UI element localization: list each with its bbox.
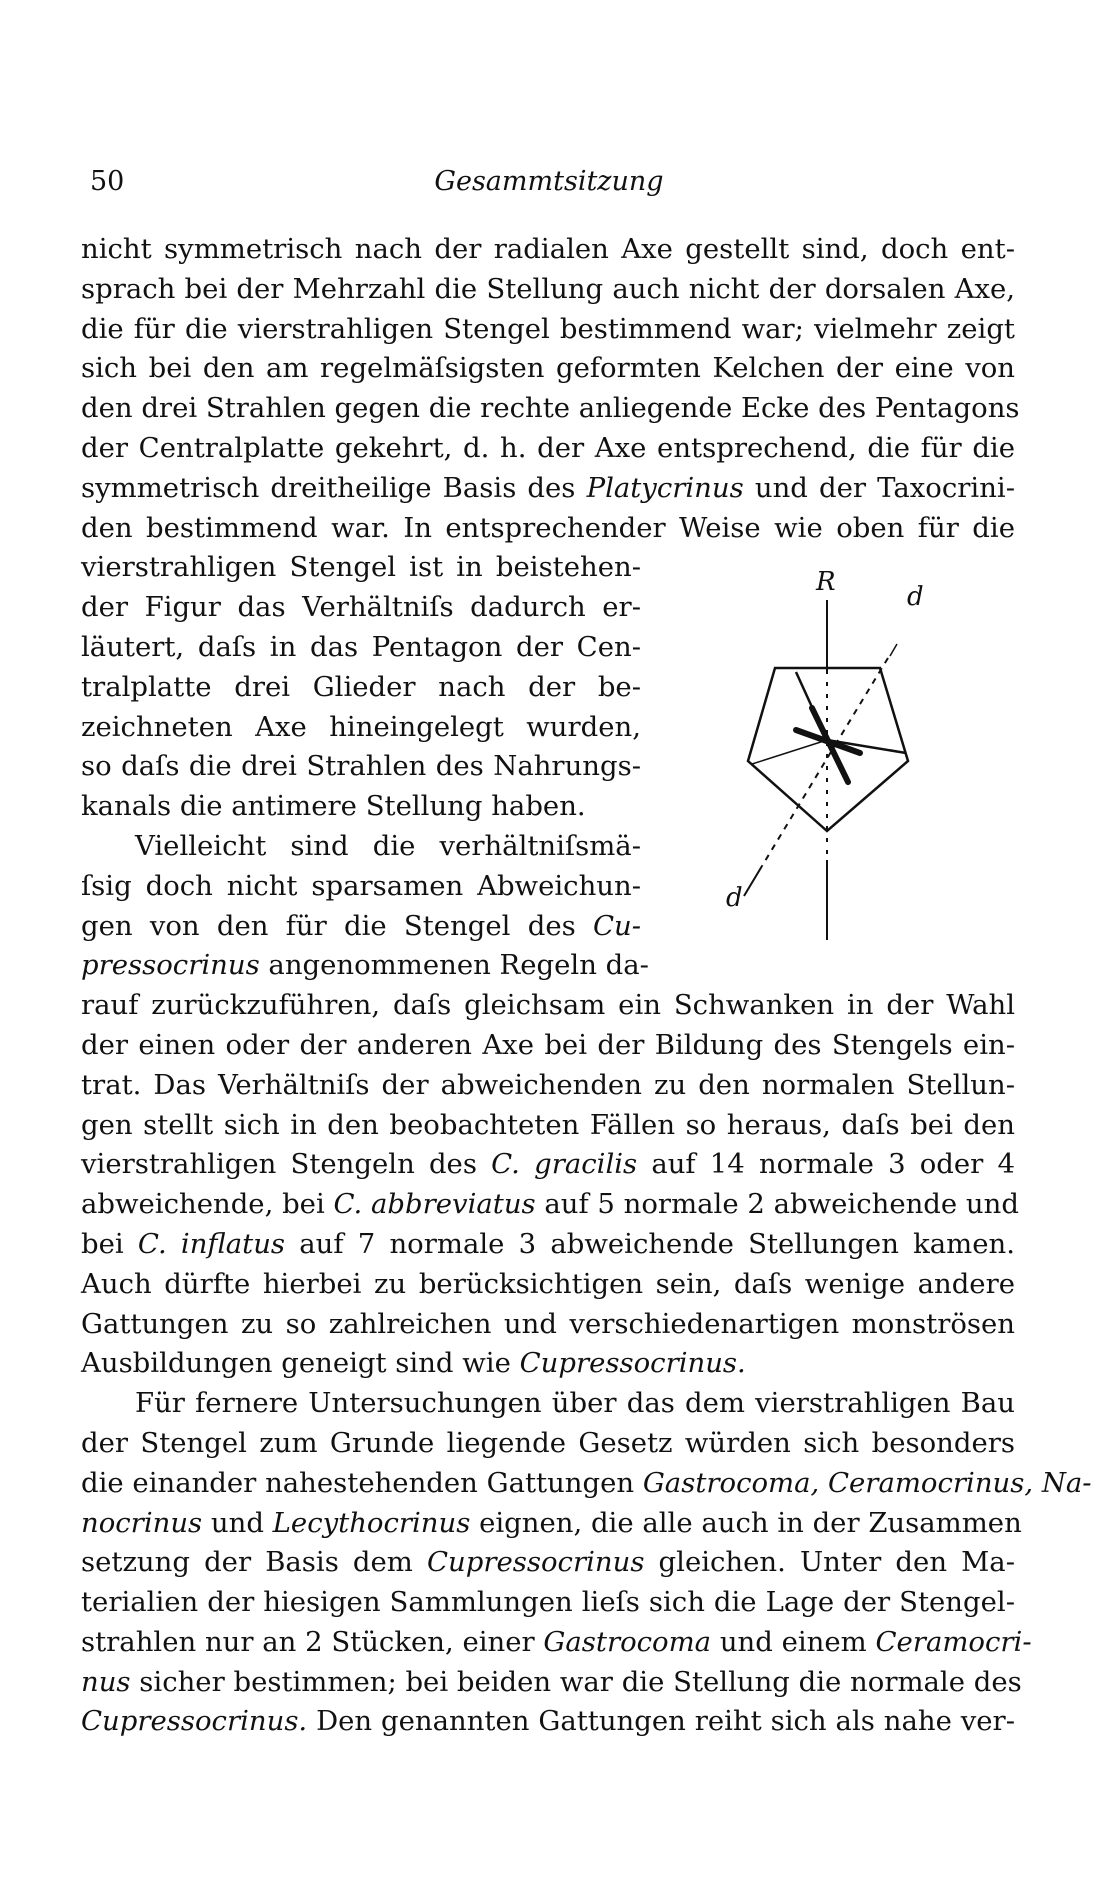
text-line: gen stellt sich in den beobachteten Fällen so heraus, daſs bei den bbox=[81, 1108, 1015, 1141]
text-run: angenommenen Regeln da- bbox=[259, 949, 649, 982]
species-name: C. abbreviatus bbox=[333, 1188, 536, 1221]
axis-d-bottom bbox=[744, 866, 762, 896]
text-line: kanals die antimere Stellung haben. bbox=[81, 790, 586, 823]
text-line: der einen oder der anderen Axe bei der Bildung des Stengels ein- bbox=[81, 1028, 1015, 1061]
text-line: Gattungen zu so zahlreichen und verschiedenartigen monströsen bbox=[81, 1307, 1015, 1340]
genus-name: Platycrinus bbox=[586, 471, 744, 504]
text-run: gen von den für die Stengel des bbox=[81, 909, 593, 942]
text-run: gleichen. Unter den Ma- bbox=[644, 1546, 1015, 1579]
text-line: vierstrahligen Stengel ist in beistehen- bbox=[81, 551, 641, 584]
text-run: auf 5 normale 2 abweichende und bbox=[535, 1188, 1019, 1221]
text-line bbox=[81, 1623, 1032, 1663]
text-line bbox=[81, 1464, 1092, 1504]
page-number: 50 bbox=[90, 166, 125, 197]
text-run: strahlen nur an 2 Stücken, einer bbox=[81, 1625, 544, 1658]
text-line bbox=[81, 1543, 1015, 1583]
axis-d-dashed bbox=[762, 742, 837, 866]
genus-name: Cupressocrinus bbox=[427, 1546, 645, 1579]
text-run: vierstrahligen Stengeln des bbox=[81, 1148, 492, 1181]
text-line: Vielleicht sind die verhältniſsmä- bbox=[135, 829, 641, 862]
label-d-bottom: d bbox=[726, 883, 743, 913]
genus-name: Ceramocri- bbox=[875, 1625, 1032, 1658]
text-run: eignen, die alle auch in der Zusammen bbox=[470, 1506, 1022, 1539]
text-line: zeichneten Axe hineingelegt wurden, bbox=[81, 710, 641, 743]
text-line: läutert, daſs in das Pentagon der Cen- bbox=[81, 630, 641, 663]
text-run: bei bbox=[81, 1227, 138, 1260]
text-line: der Stengel zum Grunde liegende Gesetz würden sich besonders bbox=[81, 1426, 1015, 1459]
text-line bbox=[81, 1702, 1015, 1742]
text-line: den bestimmend war. In entsprechender Weise wie oben für die bbox=[81, 511, 1015, 544]
text-run: auf 14 normale 3 oder 4 bbox=[637, 1148, 1015, 1181]
text-run: die einander nahestehenden Gattungen bbox=[81, 1466, 643, 1499]
text-line bbox=[81, 1504, 1022, 1544]
text-run: und der Taxocrini- bbox=[743, 471, 1015, 504]
text-run: symmetrisch dreitheilige Basis des bbox=[81, 471, 587, 504]
running-title: Gesammtsitzung bbox=[434, 166, 664, 197]
genus-name: Cupressocrinus. bbox=[81, 1705, 308, 1738]
text-line bbox=[81, 946, 649, 986]
text-line: Für fernere Untersuchungen über das dem vierstrahligen Bau bbox=[135, 1387, 1015, 1420]
text-line: trat. Das Verhältniſs der abweichenden zu den normalen Stellun- bbox=[81, 1068, 1015, 1101]
text-line bbox=[81, 1663, 1022, 1703]
pentagon-diagram bbox=[700, 560, 1000, 960]
page-header bbox=[88, 166, 1010, 206]
ray-left bbox=[752, 740, 827, 764]
text-line: ſsig doch nicht sparsamen Abweichun- bbox=[81, 869, 641, 902]
species-name: C. inflatus bbox=[137, 1227, 286, 1260]
text-line bbox=[81, 1225, 1015, 1265]
genus-name: nus bbox=[81, 1665, 131, 1698]
text-line: sich bei den am regelmäſsigsten geformten Kelchen der eine von bbox=[81, 352, 1015, 385]
genus-name: Gastrocoma bbox=[543, 1625, 712, 1658]
pentagon-figure bbox=[700, 560, 1000, 960]
text-line bbox=[81, 1344, 1015, 1384]
text-line: sprach bei der Mehrzahl die Stellung auch nicht der dorsalen Axe, bbox=[81, 272, 1015, 305]
genus-name: nocrinus bbox=[81, 1506, 203, 1539]
text-line: Auch dürfte hierbei zu berücksichtigen sein, daſs wenige andere bbox=[81, 1267, 1015, 1300]
text-line: der Centralplatte gekehrt, d. h. der Axe entsprechend, die für die bbox=[81, 431, 1015, 464]
genus-names: Gastrocoma, Ceramocrinus, Na- bbox=[642, 1466, 1092, 1499]
text-line: die für die vierstrahligen Stengel bestimmend war; vielmehr zeigt bbox=[81, 312, 1015, 345]
text-line bbox=[81, 469, 1015, 509]
text-run: setzung der Basis dem bbox=[81, 1546, 427, 1579]
text-run: sicher bestimmen; bei beiden war die Stellung die normale des bbox=[130, 1665, 1022, 1698]
text-line bbox=[81, 907, 641, 947]
species-name: C. gracilis bbox=[491, 1148, 638, 1181]
label-r: R bbox=[816, 567, 836, 597]
text-line: tralplatte drei Glieder nach der be- bbox=[81, 670, 641, 703]
label-d-top: d bbox=[907, 582, 924, 612]
text-line: so daſs die drei Strahlen des Nahrungs- bbox=[81, 750, 641, 783]
text-run: auf 7 normale 3 abweichende Stellungen kamen. bbox=[285, 1227, 1015, 1260]
genus-name: pressocrinus bbox=[81, 949, 260, 982]
axis-d-tick bbox=[890, 644, 897, 656]
text-line: rauf zurückzuführen, daſs gleichsam ein Schwanken in der Wahl bbox=[81, 989, 1015, 1022]
text-line bbox=[81, 1145, 1015, 1185]
genus-name: Cu- bbox=[592, 909, 641, 942]
text-run: und bbox=[202, 1506, 273, 1539]
body-text bbox=[81, 230, 1092, 1742]
text-run: und einem bbox=[711, 1625, 876, 1658]
text-line bbox=[81, 1185, 1019, 1225]
text-line: nicht symmetrisch nach der radialen Axe gestellt sind, doch ent- bbox=[81, 233, 1015, 265]
text-line: den drei Strahlen gegen die rechte anliegende Ecke des Pentagons bbox=[81, 392, 1020, 425]
text-run: Ausbildungen geneigt sind wie bbox=[81, 1347, 520, 1380]
text-line: der Figur das Verhältniſs dadurch er- bbox=[81, 591, 641, 624]
genus-name: Lecythocrinus bbox=[272, 1506, 471, 1539]
text-line: terialien der hiesigen Sammlungen lieſs sich die Lage der Stengel- bbox=[81, 1586, 1015, 1619]
genus-name: Cupressocrinus. bbox=[519, 1347, 746, 1380]
text-run: abweichende, bei bbox=[81, 1188, 334, 1221]
text-run: Den genannten Gattungen reiht sich als nahe ver- bbox=[307, 1705, 1015, 1738]
